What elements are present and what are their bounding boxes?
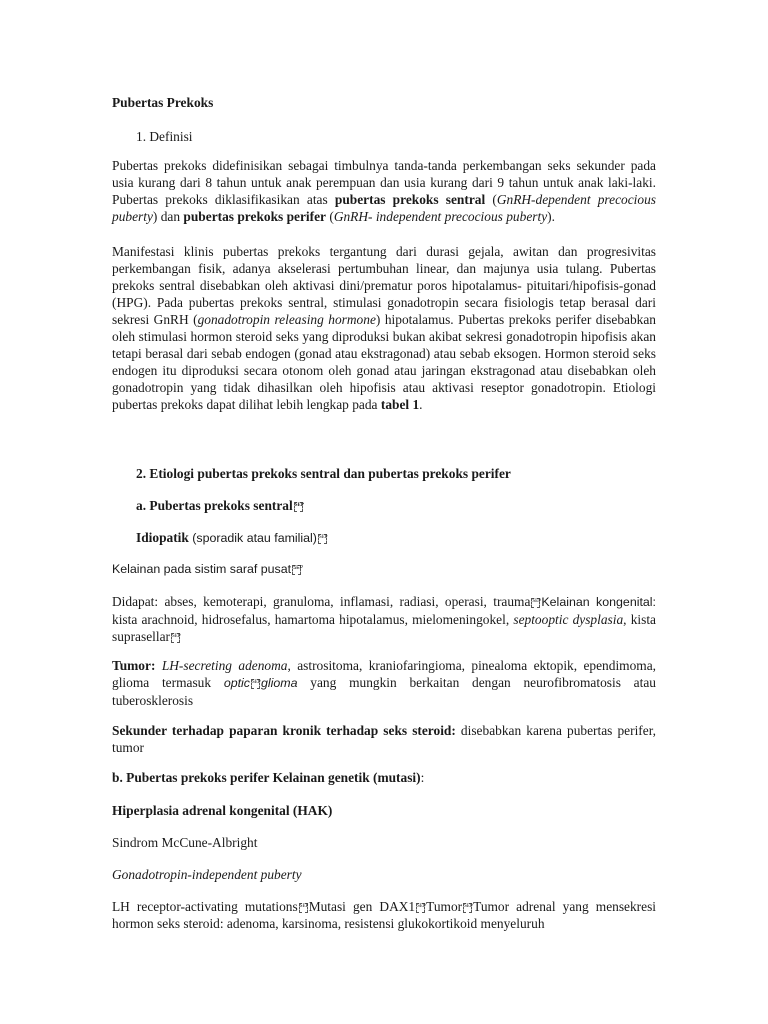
item-tumor: Tumor: LH-secreting adenoma, astrositoma, kraniofaringioma, pinealoma ektopik, ependimoma, glioma termasuk optic SEPglioma yang mungkin berkaitan dengan neurofibromatosis atau tuberosklerosis [112, 658, 656, 708]
item-lh-receptor: LH receptor-activating mutations SEPMutasi gen DAX1 SEPTumor SEPTumor adrenal yang mensekresi hormon seks steroid: adenoma, karsinoma, resistensi glukokortikoid menyeluruh [112, 899, 657, 931]
subheading-sentral: a. Pubertas prekoks sentral SEP [136, 498, 304, 513]
sep-glyph-icon: SEP [251, 679, 260, 689]
sep-glyph-icon: SEP [318, 534, 327, 544]
subheading-perifer: b. Pubertas prekoks perifer Kelainan genetik (mutasi): [112, 770, 425, 785]
sep-glyph-icon: SEP [171, 633, 180, 643]
document-title: Pubertas Prekoks [112, 95, 214, 110]
paragraph-definisi: Pubertas prekoks didefinisikan sebagai timbulnya tanda-tanda perkembangan seks sekunder pada usia kurang dari 8 tahun untuk anak perempuan dan usia kurang dari 9 tahun untuk anak laki-laki. Pubertas prekoks diklasifikasikan atas pubertas prekoks sentral (GnRH-dependent precocious puberty) dan pubertas prekoks perifer (GnRH- independent precocious puberty). [112, 158, 656, 224]
paragraph-manifestasi: Manifestasi klinis pubertas prekoks tergantung dari durasi gejala, awitan dan progresivitas perkembangan fisik, adanya akselerasi pertumbuhan linear, dan majunya usia tulang. Pubertas prekoks sentral disebabkan oleh aktivasi dini/prematur poros hipotalamus- pituitari/hipofisis-gonad (HPG). Pada pubertas prekoks sentral, stimulasi gonadotropin secara fisiologis tetap berasal dari sekresi GnRH (gonadotropin releasing hormone) hipotalamus. Pubertas prekoks perifer disebabkan oleh stimulasi hormon steroid seks yang diproduksi bukan akibat sekresi gonadotropin hipofisis akan tetapi berasal dari sebab endogen (gonad atau ekstragonad) atau sebab eksogen. Hormon steroid seks endogen itu diproduksi secara otonom oleh gonad atau jaringan ekstragonad atau disebabkan oleh gonadotropin yang tidak dihasilkan oleh hipofisis atau aktivasi reseptor gonadotropin. Etiologi pubertas prekoks dapat dilihat lebih lengkap pada tabel 1. [112, 244, 656, 412]
sep-glyph-icon: SEP [294, 502, 303, 512]
section-heading-definisi: 1. Definisi [136, 129, 193, 144]
item-hak: Hiperplasia adrenal kongenital (HAK) [112, 803, 333, 818]
section-heading-etiologi: 2. Etiologi pubertas prekoks sentral dan pubertas prekoks perifer [136, 466, 511, 481]
sep-glyph-icon: SEP [531, 598, 540, 608]
sep-glyph-icon: SEP [463, 903, 472, 913]
item-didapat: Didapat: abses, kemoterapi, granuloma, inflamasi, radiasi, operasi, trauma SEPKelainan kongenital: kista arachnoid, hidrosefalus, hamartoma hipotalamus, mielomeningokel, septooptic dysplasia, kista suprasellar SEP [112, 594, 656, 644]
item-kelainan-ssp: Kelainan pada sistim saraf pusat SEP [112, 562, 304, 576]
item-sekunder: Sekunder terhadap paparan kronik terhadap seks steroid: disebabkan karena pubertas perifer, tumor [112, 723, 656, 755]
item-gonadotropin-independent: Gonadotropin-independent puberty [112, 867, 302, 882]
item-idiopatik: Idiopatik (sporadik atau familial) SEP [136, 530, 328, 545]
sep-glyph-icon: SEP [416, 903, 425, 913]
item-mccune-albright: Sindrom McCune-Albright [112, 835, 258, 850]
sep-glyph-icon: SEP [292, 565, 301, 575]
sep-glyph-icon: SEP [299, 903, 308, 913]
